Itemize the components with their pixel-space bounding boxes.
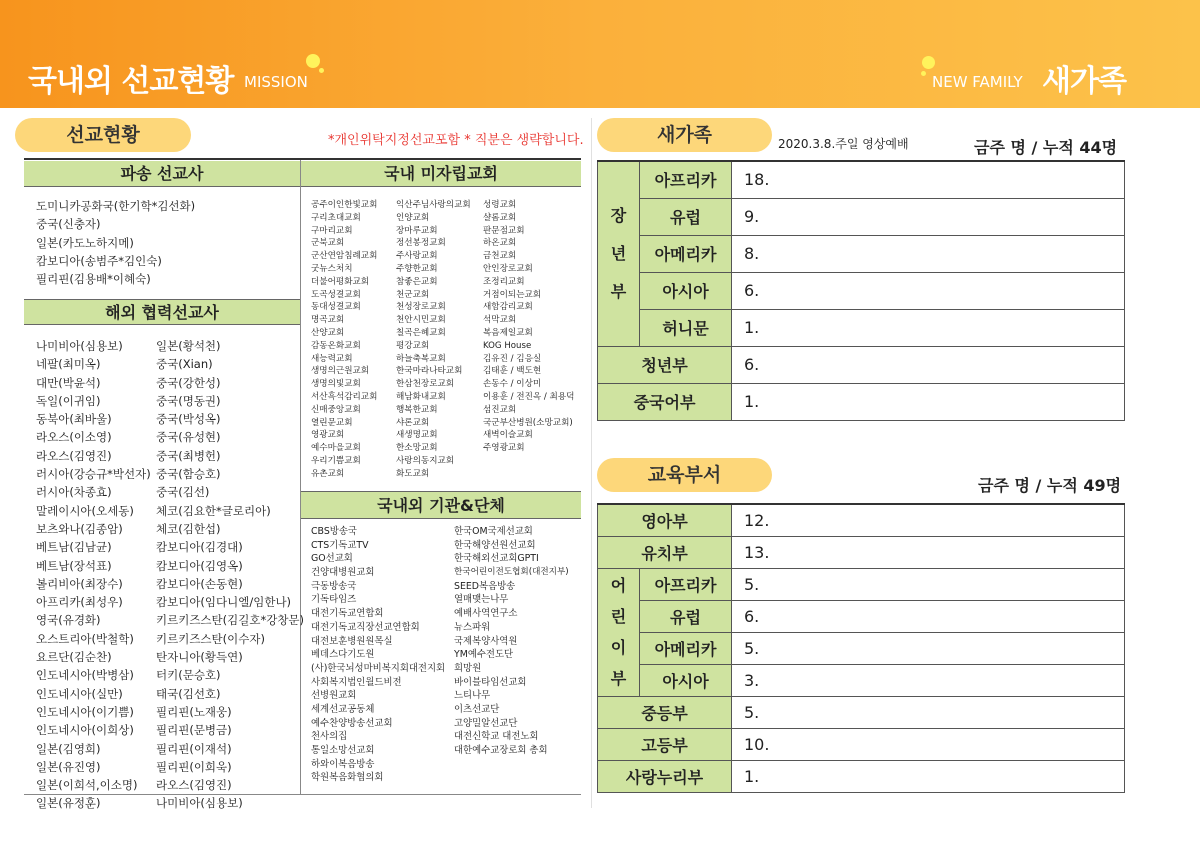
dispatch-header: 파송 선교사 bbox=[24, 161, 300, 187]
list-item: 통일소망선교회 bbox=[311, 745, 375, 756]
list-item: 산양교회 bbox=[311, 327, 345, 338]
group-label-char: 어 bbox=[610, 576, 627, 595]
list-item: 일본(카도노하지메) bbox=[36, 235, 134, 250]
list-item: 러시아(차종효) bbox=[36, 485, 112, 500]
list-item: 행복한교회 bbox=[396, 404, 438, 415]
list-item: 장마루교회 bbox=[396, 225, 438, 236]
list-item: 국군부산병원(소망교회) bbox=[483, 417, 573, 428]
list-item: 영국(유경화) bbox=[36, 613, 101, 628]
row-value: 5. bbox=[732, 632, 1125, 664]
list-item: 일본(김영희) bbox=[36, 741, 101, 756]
list-item: 군산연암침례교회 bbox=[311, 251, 378, 262]
newfamily-title: 새가족 bbox=[1042, 64, 1126, 99]
row-value: 6. bbox=[732, 346, 1125, 383]
row-value: 1. bbox=[732, 383, 1125, 420]
row-value: 6. bbox=[732, 272, 1125, 309]
list-item: 서산흑석감리교회 bbox=[311, 391, 378, 402]
list-item: 신매중앙교회 bbox=[311, 404, 361, 415]
dispatch-list bbox=[36, 197, 195, 288]
list-item: 한국OM국제선교회 bbox=[454, 526, 533, 537]
yellow-dot-icon bbox=[922, 56, 935, 69]
list-item: 동대성결교회 bbox=[311, 302, 361, 313]
list-item: 굿뉴스처치 bbox=[311, 263, 353, 274]
list-item: 군북교회 bbox=[311, 238, 345, 249]
list-item: 인도네시아(이기쁨) bbox=[36, 704, 134, 719]
list-item: 사랑의동지교회 bbox=[396, 455, 455, 466]
list-item: 인도네시아(박병삼) bbox=[36, 668, 134, 683]
list-item: 탄자니아(황득연) bbox=[156, 650, 243, 665]
list-item: 중국(강한성) bbox=[156, 375, 221, 390]
row-value: 5. bbox=[732, 568, 1125, 600]
domestic-list-col1 bbox=[311, 199, 377, 481]
list-item: 열매맺는나무 bbox=[454, 594, 509, 606]
list-item: 주영광교회 bbox=[483, 443, 525, 454]
list-item: 손동수 / 이상미 bbox=[483, 379, 542, 390]
list-item: YM예수전도단 bbox=[454, 649, 514, 661]
list-item: 오스트리아(박철학) bbox=[36, 631, 134, 646]
list-item: 요르단(김순찬) bbox=[36, 650, 112, 665]
newfamily-pill: 새가족 bbox=[597, 118, 772, 152]
list-item: 해남화내교회 bbox=[396, 391, 446, 402]
list-item: 세계선교공동체 bbox=[311, 703, 375, 715]
list-item: 예수찬양방송선교회 bbox=[311, 717, 393, 729]
row-label: 유럽 bbox=[640, 198, 732, 235]
list-item: 한국해양선원선교회 bbox=[454, 539, 536, 551]
table-row bbox=[598, 728, 1125, 760]
list-item: 일본(이희석,이소명) bbox=[36, 778, 138, 793]
list-item: 건양대병원교회 bbox=[311, 567, 375, 579]
list-item: 일본(황석천) bbox=[156, 339, 221, 353]
list-item: 하온교회 bbox=[483, 238, 517, 249]
list-item: 캄보디아(임다니엘/임한나) bbox=[156, 595, 292, 610]
row-label: 아메리카 bbox=[640, 235, 732, 272]
table-row bbox=[598, 383, 1125, 420]
list-item: 중국(최병헌) bbox=[156, 448, 221, 463]
list-item: 생명의근원교회 bbox=[311, 366, 370, 377]
list-item: (사)한국뇌성마비복지회대전지회 bbox=[311, 662, 446, 674]
list-item: 예수마을교회 bbox=[311, 443, 361, 454]
row-value: 9. bbox=[732, 198, 1125, 235]
domestic-list-col2 bbox=[396, 199, 471, 481]
list-item: 나미비아(심용보) bbox=[36, 339, 123, 353]
list-item: 새능력교회 bbox=[311, 353, 353, 364]
table-row bbox=[598, 760, 1125, 792]
table-row bbox=[598, 568, 1125, 600]
list-item: 이용훈 / 전진옥 / 최용덕 bbox=[483, 391, 575, 402]
list-item: 캄보디아(손동현) bbox=[156, 576, 243, 591]
list-item: 중국(신충자) bbox=[36, 217, 101, 232]
yellow-dot-icon bbox=[306, 54, 320, 68]
list-item: 대전기독교직장선교연합회 bbox=[311, 621, 420, 633]
group-label-char: 이 bbox=[610, 638, 627, 657]
mission-subtitle: MISSION bbox=[244, 73, 308, 91]
list-item: SEED복음방송 bbox=[454, 580, 516, 592]
list-item: 대한예수교장로회 총회 bbox=[454, 745, 548, 756]
list-item: 일본(유진영) bbox=[36, 759, 101, 774]
list-item: 판문점교회 bbox=[483, 225, 525, 236]
list-item: 열린문교회 bbox=[311, 417, 353, 428]
list-item: 생명의빛교회 bbox=[311, 379, 361, 390]
table-row bbox=[598, 161, 1125, 198]
list-item: 고양밀알선교단 bbox=[454, 717, 518, 729]
list-item: 칠곡은혜교회 bbox=[396, 327, 446, 338]
list-item: 네팔(최미옥) bbox=[36, 357, 101, 372]
list-item: 중국(유성현) bbox=[156, 430, 221, 445]
list-item: 천성장로교회 bbox=[396, 302, 446, 313]
list-item: 새벽이슬교회 bbox=[483, 430, 533, 441]
list-item: 중국(함승호) bbox=[156, 467, 221, 482]
row-label: 아메리카 bbox=[640, 632, 732, 664]
list-item: 라오스(김영진) bbox=[156, 778, 232, 793]
list-item: 유촌교회 bbox=[311, 468, 345, 479]
list-item: 주향한교회 bbox=[396, 263, 438, 274]
list-item: 인도네시아(실만) bbox=[36, 686, 123, 701]
education-table bbox=[597, 503, 1125, 793]
list-item: 거점이되는교회 bbox=[483, 289, 542, 300]
row-value: 1. bbox=[732, 760, 1125, 792]
row-label: 아시아 bbox=[640, 664, 732, 696]
table-row bbox=[598, 504, 1125, 536]
table-row bbox=[598, 235, 1125, 272]
list-item: 러시아(강승규*박선자) bbox=[36, 467, 151, 482]
row-label: 청년부 bbox=[598, 346, 732, 383]
row-label: 중등부 bbox=[598, 696, 732, 728]
list-item: 국제복양사역원 bbox=[454, 635, 518, 647]
table-row bbox=[598, 696, 1125, 728]
list-item: 학원복음화협의회 bbox=[311, 772, 384, 784]
mission-title: 국내외 선교현황 bbox=[28, 64, 234, 99]
table-row bbox=[598, 536, 1125, 568]
list-item: 캄보디아(김경대) bbox=[156, 540, 243, 555]
list-item: 이츠선교단 bbox=[454, 703, 500, 715]
table-row bbox=[598, 600, 1125, 632]
mission-note: *개인위탁지정선교포함 * 직분은 생략합니다. bbox=[328, 133, 584, 148]
overseas-list-col1 bbox=[36, 337, 151, 813]
list-item: 중국(박성옥) bbox=[156, 412, 221, 427]
list-item: 한국해외선교회GPTI bbox=[454, 553, 539, 565]
list-item: 느티나무 bbox=[454, 690, 491, 702]
row-value: 3. bbox=[732, 664, 1125, 696]
row-value: 1. bbox=[732, 309, 1125, 346]
list-item: 태국(김선호) bbox=[156, 686, 221, 701]
group-label-char: 린 bbox=[610, 607, 627, 626]
list-item: 감동온화교회 bbox=[311, 340, 361, 351]
list-item: 키르키즈스탄(이수자) bbox=[156, 631, 265, 646]
list-item: 섬진교회 bbox=[483, 404, 517, 415]
row-label: 아프리카 bbox=[640, 161, 732, 198]
list-item: 필리핀(이재석) bbox=[156, 741, 232, 756]
list-item: 체코(김한섭) bbox=[156, 521, 221, 536]
yellow-dot-icon bbox=[319, 68, 324, 73]
education-pill: 교육부서 bbox=[597, 458, 772, 492]
table-row bbox=[598, 664, 1125, 696]
list-item: 도곡성결교회 bbox=[311, 289, 361, 300]
list-item: 구리초대교회 bbox=[311, 212, 361, 223]
list-item: 캄보디아(송범주*김인숙) bbox=[36, 253, 162, 268]
list-item: 김유진 / 김응실 bbox=[483, 353, 542, 364]
row-label: 중국어부 bbox=[598, 383, 732, 420]
list-item: 금천교회 bbox=[483, 251, 517, 262]
row-value: 8. bbox=[732, 235, 1125, 272]
list-item: 터키(문승호) bbox=[156, 668, 221, 683]
row-value: 18. bbox=[732, 161, 1125, 198]
orgs-list-col2 bbox=[454, 525, 569, 758]
row-value: 5. bbox=[732, 696, 1125, 728]
list-item: 익산주님사랑의교회 bbox=[396, 200, 471, 210]
list-item: 김태훈 / 백도현 bbox=[483, 366, 542, 377]
row-label: 유럽 bbox=[640, 600, 732, 632]
list-item: 독일(이귀임) bbox=[36, 393, 101, 408]
list-item: GO선교회 bbox=[311, 553, 353, 565]
newfamily-subtitle: NEW FAMILY bbox=[932, 73, 1023, 91]
list-item: 명곡교회 bbox=[311, 315, 345, 326]
list-item: 한국마라나타교회 bbox=[396, 366, 463, 377]
list-item: 필리핀(이희욱) bbox=[156, 759, 232, 774]
table-row bbox=[598, 632, 1125, 664]
list-item: 베트남(장석표) bbox=[36, 558, 112, 573]
list-item: 복음제일교회 bbox=[483, 327, 533, 338]
row-label: 영아부 bbox=[598, 504, 732, 536]
list-item: 조정리교회 bbox=[483, 276, 525, 287]
table-row bbox=[598, 272, 1125, 309]
row-label: 고등부 bbox=[598, 728, 732, 760]
overseas-header: 해외 협력선교사 bbox=[24, 299, 300, 325]
list-item: 한삼천장로교회 bbox=[396, 379, 455, 390]
domestic-list-col3 bbox=[483, 199, 574, 455]
group-label-char: 부 bbox=[610, 281, 627, 301]
group-label-char: 장 bbox=[610, 205, 627, 225]
orgs-list-col1 bbox=[311, 525, 445, 785]
list-item: 라오스(김영진) bbox=[36, 448, 112, 463]
list-item: 인도네시아(이희상) bbox=[36, 723, 134, 738]
list-item: 대전보훈병원원목실 bbox=[311, 635, 393, 647]
list-item: 대만(박윤석) bbox=[36, 375, 101, 390]
list-item: 동북아(최바울) bbox=[36, 412, 112, 427]
list-item: 영광교회 bbox=[311, 430, 345, 441]
list-item: 화도교회 bbox=[396, 468, 430, 479]
list-item: 참좋은교회 bbox=[396, 276, 438, 287]
list-item: 새함감리교회 bbox=[483, 302, 533, 313]
yellow-dot-icon bbox=[921, 71, 926, 76]
list-item: 체코(김요한*글로리아) bbox=[156, 503, 271, 518]
panel-top-border bbox=[24, 158, 581, 160]
list-item: 평강교회 bbox=[396, 340, 430, 351]
list-item: 대전기독교연합회 bbox=[311, 608, 384, 620]
list-item: 라오스(이소영) bbox=[36, 430, 112, 445]
row-value: 12. bbox=[732, 504, 1125, 536]
list-item: 중국(Xian) bbox=[156, 357, 213, 372]
row-value: 10. bbox=[732, 728, 1125, 760]
newfamily-table bbox=[597, 160, 1125, 421]
list-item: 보츠와나(김종암) bbox=[36, 521, 123, 536]
list-item: 필리핀(문병금) bbox=[156, 723, 232, 738]
center-divider bbox=[591, 118, 592, 808]
row-value: 13. bbox=[732, 536, 1125, 568]
mission-status-pill: 선교현황 bbox=[15, 118, 191, 152]
list-item: 공주이인한빛교회 bbox=[311, 200, 378, 210]
list-item: 우리기쁨교회 bbox=[311, 455, 361, 466]
list-item: 필리핀(노재웅) bbox=[156, 704, 232, 719]
list-item: 샬롬교회 bbox=[483, 212, 517, 223]
list-item: 뉴스파워 bbox=[454, 621, 491, 633]
list-item: 석막교회 bbox=[483, 315, 517, 326]
orgs-header: 국내외 기관&단체 bbox=[301, 491, 581, 519]
list-item: 천군교회 bbox=[396, 289, 430, 300]
list-item: KOG House bbox=[483, 340, 532, 351]
row-label: 허니문 bbox=[640, 309, 732, 346]
table-row bbox=[598, 309, 1125, 346]
list-item: 볼리비아(최장수) bbox=[36, 576, 123, 591]
domestic-header: 국내 미자립교회 bbox=[301, 161, 581, 187]
newfamily-count: 금주 명 / 누적 44명 bbox=[974, 138, 1118, 157]
list-item: 새생명교회 bbox=[396, 430, 438, 441]
list-item: 정선봉정교회 bbox=[396, 238, 446, 249]
list-item: 한국어린이전도협회(대전지부) bbox=[454, 567, 569, 578]
list-item: 중국(명동권) bbox=[156, 393, 221, 408]
list-item: 일본(유정훈) bbox=[36, 796, 101, 811]
list-item: 아프리카(최성우) bbox=[36, 595, 123, 610]
list-item: 구마리교회 bbox=[311, 225, 353, 236]
table-row bbox=[598, 346, 1125, 383]
list-item: 대전신학교 대전노회 bbox=[454, 731, 539, 743]
list-item: 한소망교회 bbox=[396, 443, 438, 454]
list-item: 바이블타임선교회 bbox=[454, 676, 527, 688]
group-label-char: 년 bbox=[610, 243, 627, 263]
group-label-char: 부 bbox=[610, 669, 627, 688]
list-item: 인양교회 bbox=[396, 212, 430, 223]
list-item: 말레이시아(오세동) bbox=[36, 503, 134, 518]
list-item: 도미니카공화국(한기학*김선화) bbox=[36, 199, 196, 213]
list-item: 필리핀(김용배*이혜숙) bbox=[36, 272, 151, 287]
list-item: 베데스다기도원 bbox=[311, 649, 375, 661]
list-item: 키르키즈스탄(김길호*강창문) bbox=[156, 613, 305, 628]
list-item: 예배사역연구소 bbox=[454, 608, 518, 620]
list-item: 나미비아(심용보) bbox=[156, 796, 243, 811]
list-item: 주사랑교회 bbox=[396, 251, 438, 262]
education-count: 금주 명 / 누적 49명 bbox=[978, 476, 1122, 495]
list-item: 천사의집 bbox=[311, 731, 348, 743]
table-row bbox=[598, 198, 1125, 235]
row-value: 6. bbox=[732, 600, 1125, 632]
row-label: 유치부 bbox=[598, 536, 732, 568]
list-item: CBS방송국 bbox=[311, 526, 357, 537]
group-label-adult bbox=[598, 161, 640, 346]
list-item: 기독타임즈 bbox=[311, 594, 357, 606]
list-item: 베트남(김남균) bbox=[36, 540, 112, 555]
row-label: 아프리카 bbox=[640, 568, 732, 600]
newfamily-date: 2020.3.8.주일 영상예배 bbox=[778, 137, 909, 151]
list-item: 희망원 bbox=[454, 662, 482, 674]
list-item: 사회복지법인월드비전 bbox=[311, 676, 402, 688]
overseas-list-col2 bbox=[156, 337, 304, 813]
group-label-children bbox=[598, 568, 640, 696]
list-item: 안인장로교회 bbox=[483, 263, 533, 274]
row-label: 아시아 bbox=[640, 272, 732, 309]
list-item: 더불어평화교회 bbox=[311, 276, 370, 287]
list-item: CTS기독교TV bbox=[311, 539, 369, 551]
list-item: 천안시민교회 bbox=[396, 315, 446, 326]
row-label: 사랑누리부 bbox=[598, 760, 732, 792]
list-item: 하와이복음방송 bbox=[311, 758, 375, 770]
list-item: 성령교회 bbox=[483, 200, 517, 210]
list-item: 하늘축복교회 bbox=[396, 353, 446, 364]
list-item: 캄보디아(김영옥) bbox=[156, 558, 243, 573]
list-item: 중국(김선) bbox=[156, 485, 210, 500]
list-item: 선병원교회 bbox=[311, 690, 357, 702]
list-item: 극동방송국 bbox=[311, 580, 357, 592]
list-item: 샤론교회 bbox=[396, 417, 430, 428]
